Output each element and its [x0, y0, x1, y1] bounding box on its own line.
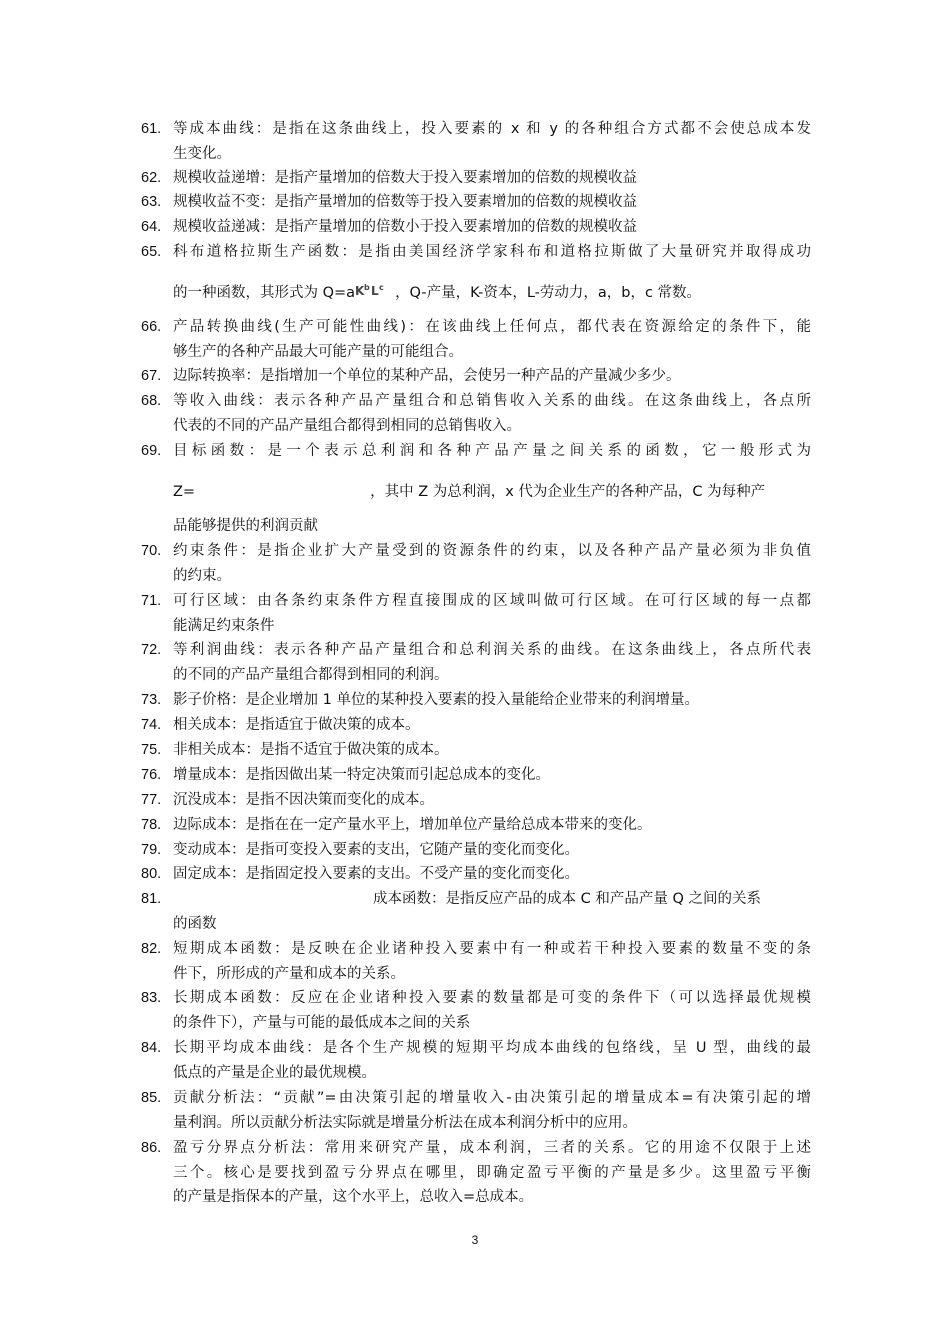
- item-text: 盈亏分界点分析法：常用来研究产量，成本利润，三者的关系。它的用途不仅限于上述: [173, 1140, 811, 1156]
- item-text: 生变化。: [173, 145, 231, 162]
- item-number: 78.: [141, 817, 162, 833]
- item-text: 规模收益递减：是指产量增加的倍数小于投入要素增加的倍数的规模收益: [173, 219, 637, 235]
- list-item: [141, 713, 811, 738]
- svg-text:c: c: [379, 283, 384, 292]
- list-item: [141, 190, 811, 215]
- list-item: [141, 1036, 811, 1085]
- list-item: [141, 788, 811, 813]
- list-item: [141, 813, 811, 838]
- item-number: 75.: [141, 742, 162, 758]
- page-number: 3: [471, 1233, 479, 1247]
- item-text: 成本函数：是指反应产品的成本 C 和产品产量 Q 之间的关系: [373, 891, 761, 907]
- item-text: 目标函数：是一个表示总利润和各种产品产量之间关系的函数，它一般形式为: [173, 443, 811, 459]
- list-item: [141, 763, 811, 788]
- item-number: 86.: [141, 1140, 162, 1156]
- item-text: 沉没成本：是指不因决策而变化的成本。: [173, 792, 434, 808]
- item-number: 79.: [141, 842, 162, 858]
- z-prefix: Z=: [173, 484, 196, 500]
- item-number: 72.: [141, 642, 162, 658]
- item-number: 82.: [141, 941, 162, 957]
- cobb-douglas-line: [173, 281, 701, 308]
- item-text: 固定成本：是指固定投入要素的支出。不受产量的变化而变化。: [173, 866, 579, 882]
- item-number: 73.: [141, 692, 162, 708]
- item-text: 科布道格拉斯生产函数：是指由美国经济学家科布和道格拉斯做了大量研究并取得成功: [173, 244, 811, 260]
- objective-function-line-3: 品能够提供的利润贡献: [173, 518, 318, 534]
- list-item: [141, 986, 811, 1035]
- item-text: 的不同的产品产量组合都得到相同的利润。: [173, 666, 449, 683]
- item-text: 长期成本函数：反应在企业诸种投入要素的数量都是可变的条件下（可以选择最优规模: [173, 990, 811, 1006]
- item-number: 76.: [141, 767, 162, 783]
- list-item: [141, 539, 811, 588]
- list-item: [141, 862, 811, 887]
- cobb-text-before: 的一种函数，其形式为 Q=a: [173, 285, 356, 301]
- item-number: 71.: [141, 593, 162, 609]
- cobb-text-after: ，Q-产量，K-资本，L-劳动力，a，b，c 常数。: [395, 285, 702, 301]
- item-number: 70.: [141, 543, 162, 559]
- item-text: 量利润。所以贡献分析法实际就是增量分析法在成本利润分析中的应用。: [173, 1114, 637, 1131]
- item-text: 代表的不同的产品产量组合都得到相同的总销售收入。: [173, 417, 521, 434]
- list-item: [141, 838, 811, 863]
- item-text: 规模收益递增：是指产量增加的倍数大于投入要素增加的倍数的规模收益: [173, 170, 637, 186]
- list-item: [141, 937, 811, 986]
- item-number: 81.: [141, 891, 162, 907]
- item-text: 边际成本：是指在在一定产量水平上，增加单位产量给总成本带来的变化。: [173, 817, 652, 833]
- item-text: 够生产的各种产品最大可能产量的可能组合。: [173, 343, 463, 360]
- item-text: 三个。核心是要找到盈亏分界点在哪里，即确定盈亏平衡的产量是多少。这里盈亏平衡: [173, 1164, 811, 1181]
- item-number: 77.: [141, 792, 162, 808]
- item-text: 规模收益不变：是指产量增加的倍数等于投入要素增加的倍数的规模收益: [173, 194, 637, 210]
- item-number: 83.: [141, 990, 162, 1006]
- item-text: 低点的产量是企业的最优规模。: [173, 1064, 376, 1081]
- list-item: [141, 688, 811, 713]
- list-item: [141, 117, 811, 166]
- item-text: 可行区域：由各条约束条件方程直接围成的区域叫做可行区域。在可行区域的每一点都: [173, 593, 811, 609]
- list-item: [141, 1136, 811, 1210]
- item-number: 63.: [141, 194, 162, 210]
- item-text: 边际转换率：是指增加一个单位的某种产品，会使另一种产品的产量减少多少。: [173, 368, 681, 384]
- item-number: 85.: [141, 1090, 162, 1106]
- item-text: 件下，所形成的产量和成本的关系。: [173, 965, 405, 982]
- objective-function-line: [173, 480, 811, 505]
- item-number: 68.: [141, 393, 162, 409]
- item-text: 长期平均成本曲线：是各个生产规模的短期平均成本曲线的包络线，呈 U 型，曲线的最: [173, 1040, 811, 1056]
- list-item: [141, 215, 811, 240]
- list-item: [141, 364, 811, 389]
- list-item: [141, 638, 811, 687]
- svg-text:L: L: [371, 284, 379, 298]
- svg-text:K: K: [355, 284, 365, 298]
- list-item: [141, 887, 811, 936]
- item-number: 69.: [141, 443, 162, 459]
- item-text: 变动成本：是指可变投入要素的支出，它随产量的变化而变化。: [173, 842, 579, 858]
- list-item: [141, 589, 811, 638]
- item-number: 62.: [141, 170, 162, 186]
- item-number: 61.: [141, 121, 162, 137]
- item-text: 的函数: [173, 915, 217, 932]
- item-text: 能满足约束条件: [173, 617, 275, 634]
- list-item: [141, 389, 811, 438]
- list-item: [141, 315, 811, 364]
- item-number: 64.: [141, 219, 162, 235]
- item-text: 影子价格：是企业增加 1 单位的某种投入要素的投入量能给企业带来的利润增量。: [173, 692, 699, 708]
- item-text: 相关成本：是指适宜于做决策的成本。: [173, 717, 420, 733]
- item-text: 等收入曲线：表示各种产品产量组合和总销售收入关系的曲线。在这条曲线上，各点所: [173, 393, 811, 409]
- item-text: 非相关成本：是指不适宜于做决策的成本。: [173, 742, 449, 758]
- item-text: 产品转换曲线(生产可能性曲线)：在该曲线上任何点，都代表在资源给定的条件下，能: [173, 319, 811, 335]
- item-text: 的产量是指保本的产量，这个水平上，总收入=总成本。: [173, 1189, 534, 1205]
- item-text: 短期成本函数：是反映在企业诸种投入要素中有一种或若干种投入要素的数量不变的条: [173, 941, 811, 957]
- list-item: [141, 439, 811, 464]
- z-rest: ，其中 Z 为总利润，x 代为企业生产的各种产品，C 为每种产: [370, 484, 766, 500]
- item-number: 74.: [141, 717, 162, 733]
- item-text: 等利润曲线：表示各种产品产量组合和总利润关系的曲线。在这条曲线上，各点所代表: [173, 642, 811, 658]
- svg-text:b: b: [364, 283, 370, 292]
- item-number: 65.: [141, 244, 162, 260]
- item-text: 约束条件：是指企业扩大产量受到的资源条件的约束，以及各种产品产量必须为非负值: [173, 543, 811, 559]
- item-number: 67.: [141, 368, 162, 384]
- item-number: 84.: [141, 1040, 162, 1056]
- item-text: 的条件下），产量与可能的最低成本之间的关系: [173, 1014, 471, 1031]
- list-item: [141, 738, 811, 763]
- list-item: [141, 1086, 811, 1135]
- item-number: 66.: [141, 319, 162, 335]
- list-item: [141, 166, 811, 191]
- cobb-douglas-formula-image: [355, 283, 395, 308]
- item-text: 等成本曲线：是指在这条曲线上，投入要素的 x 和 y 的各种组合方式都不会使总成本发: [173, 121, 811, 137]
- item-number: 80.: [141, 866, 162, 882]
- item-text: 贡献分析法：“贡献”=由决策引起的增量收入-由决策引起的增量成本=有决策引起的增: [173, 1090, 811, 1106]
- list-item: [141, 240, 811, 265]
- item-text: 的约束。: [173, 567, 231, 584]
- item-text: 增量成本：是指因做出某一特定决策而引起总成本的变化。: [173, 767, 550, 783]
